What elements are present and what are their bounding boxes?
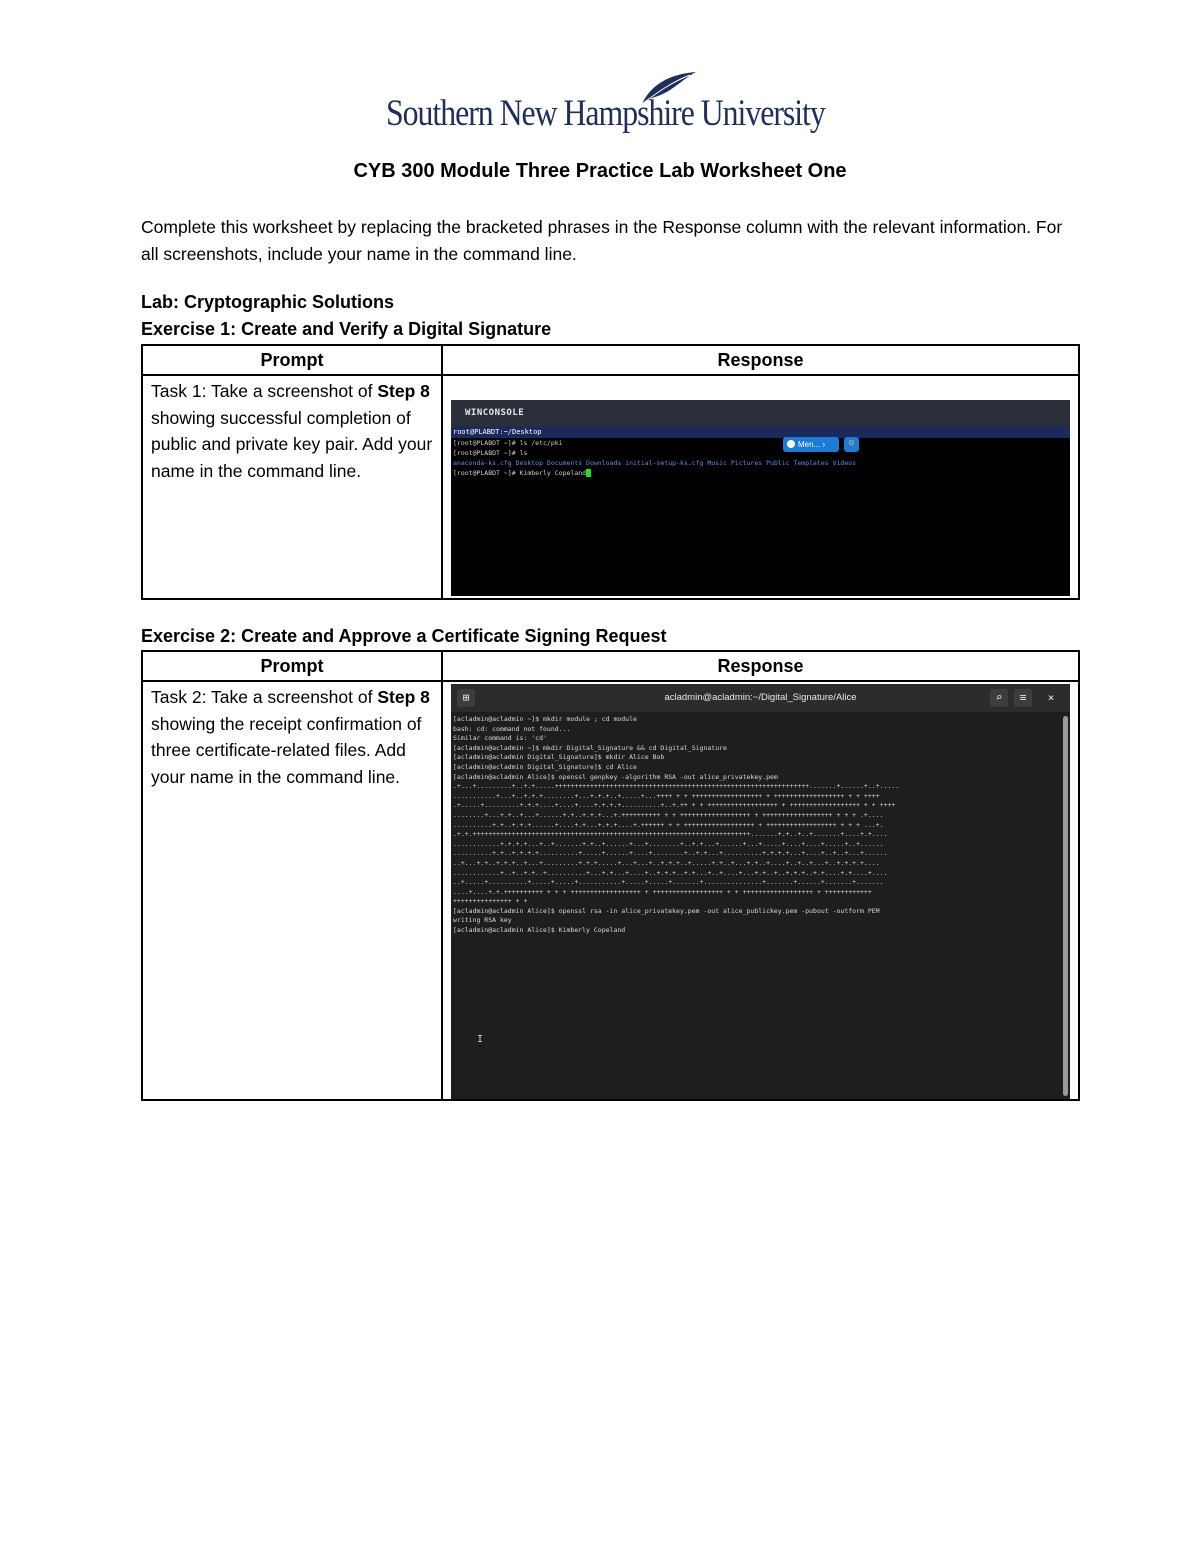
task-1-prompt: Task 1: Take a screenshot of Step 8 showing successful completion of public and private key pair. Add your name in the command line. (142, 375, 442, 599)
terminal-line: [acladmin@acladmin Digital_Signature]$ cd Alice (453, 762, 637, 771)
terminal-line: [acladmin@acladmin Alice]$ openssl rsa -in alice_privatekey.pem -out alice_publickey.pem -pubout -outform PEM (453, 906, 880, 915)
step-label: Step 8 (377, 381, 430, 401)
exercise-1-table (141, 344, 1080, 600)
terminal-line: [acladmin@acladmin ~]$ mkdir Digital_Signature && cd Digital_Signature (453, 743, 727, 752)
exercise-2-table (141, 650, 1080, 1101)
terminal-line: [root@PLABDT ~]# ls /etc/pki (453, 439, 563, 447)
terminal-line: ...........+...+..+.+.+........+...+.+.+..+.....+...++++ + + ++++++++++++++++++ + ++++++++++++++++++ + + ++++ (453, 791, 880, 800)
university-logo (386, 70, 825, 140)
terminal-line: ..........+.+..+.+.+......+....+.+...+.+.+....+.++++++ + + ++++++++++++++++++ + ++++++++++++++++++ + + + ...+. (453, 820, 884, 829)
menu-dot-icon (787, 440, 795, 448)
exercise-1-title: Exercise 1: Create and Verify a Digital Signature (141, 319, 552, 339)
terminal-line: ............+..+..+.+..+..........+...+.+...+....+..+.+.+..+.+...+..+....+...+.+..+..+.+.+..+.+....+.+....+.... (453, 868, 888, 877)
task-1-response (442, 375, 1079, 599)
hamburger-menu-icon[interactable]: ≡ (1014, 689, 1032, 707)
prompt-header: Prompt (142, 345, 442, 375)
terminal-line: bash: cd: command not found... (453, 724, 571, 733)
page-title: CYB 300 Module Three Practice Lab Worksheet One (353, 160, 847, 182)
response-header: Response (442, 651, 1079, 681)
lab-title: Lab: Cryptographic Solutions (141, 292, 395, 312)
new-tab-icon[interactable]: ⊞ (457, 689, 475, 707)
terminal-header (451, 684, 1070, 712)
scrollbar[interactable] (1063, 716, 1068, 1096)
terminal-line: [acladmin@acladmin Digital_Signature]$ mkdir Alice Bob (453, 753, 665, 762)
menu-button[interactable]: Men... › (783, 437, 839, 452)
smiley-icon[interactable]: ☺ (844, 437, 859, 452)
terminal-line: .+.+.+++++++++++++++++++++++++++++++++++++++++++++++++++++++++++++++++++++++.......+.+..+..+.......+....+.+.... (453, 830, 888, 839)
terminal-line: Similar command is: 'cd' (453, 734, 547, 743)
task-2-response (442, 681, 1079, 1100)
response-header: Response (442, 345, 1079, 375)
terminal-line: ....+....+.+.++++++++++ + + + ++++++++++++++++++ + ++++++++++++++++++ + + ++++++++++++++++++ + ++++++++++++ (453, 887, 872, 896)
logo-text: Southern New Hampshire University (386, 93, 825, 134)
exercise-2-title: Exercise 2: Create and Approve a Certificate Signing Request (141, 626, 667, 646)
terminal-tab: root@PLABDT:~/Desktop (451, 426, 1070, 438)
terminal-line: ..........+.+..+.+.+.+..........+.....+......+....+........+..+.+...+..........+.+.+.+...+....+..+..+...+...... (453, 849, 888, 858)
terminal-window-title: acladmin@acladmin:~/Digital_Signature/Alice (664, 692, 857, 703)
close-icon[interactable]: × (1047, 691, 1055, 704)
cursor (586, 469, 591, 477)
terminal-line: [root@PLABDT ~]# Kimberly Copeland (451, 468, 1070, 478)
terminal-line: ........+...+.+..+...+......+.+..+.+.+...+.++++++++++ + + ++++++++++++++++++ + ++++++++++++++++++ + + + .+.... (453, 810, 884, 819)
search-icon[interactable]: ⌕ (990, 689, 1008, 707)
terminal-line: anaconda-ks.cfg Desktop Documents Downloads initial-setup-ks.cfg Music Pictures Public Templates Videos (453, 459, 857, 467)
step-label: Step 8 (377, 687, 430, 707)
terminal-line: ..+...+.+..+.+.+..+...+.........+.+.+.....+...+...+..+.+.+..+.....+.+..+...+.+..+....+..+..+...+..+.+.+.+.... (453, 858, 880, 867)
terminal-line: .+.....+.........+.+.+....+....+....+.+.+.+..........+..+.++ + + ++++++++++++++++++ + ++++++++++++++++++ + + ++++ (453, 801, 896, 810)
intro-paragraph: Complete this worksheet by replacing the bracketed phrases in the Response column with the relevant information. For all screenshots, include your name in the command line. (141, 217, 1063, 264)
console-title-bar: WINCONSOLE (451, 400, 1070, 426)
terminal-screenshot-1 (451, 400, 1070, 596)
terminal-line: writing RSA key (453, 916, 512, 925)
terminal-line: [acladmin@acladmin ~]$ mkdir module ; cd module (453, 715, 637, 723)
terminal-line: [root@PLABDT ~]# ls (453, 449, 528, 457)
terminal-line: .+...+.........+..+.+.....+++++++++++++++++++++++++++++++++++++++++++++++++++++++++++++++++.......+......+..+..... (453, 782, 900, 791)
task-2-prompt: Task 2: Take a screenshot of Step 8 showing the receipt confirmation of three certificate-related files. Add your name in the command line. (142, 681, 442, 1100)
terminal-line: [acladmin@acladmin Alice]$ Kimberly Copeland (453, 926, 626, 935)
mouse-cursor-icon: I (477, 1034, 484, 1045)
terminal-screenshot-2 (451, 684, 1070, 1099)
terminal-output (451, 712, 1070, 936)
terminal-line: +++++++++++++++ + + (453, 897, 528, 906)
terminal-line: ..+.....+..........+.....+.....+...........+.....+.....+.......+...............+.......+......+.......+....... (453, 878, 884, 887)
prompt-header: Prompt (142, 651, 442, 681)
terminal-line: ............+.+.+.+...+..+.......+.+..+......+...+........+..+.+...+......+...+.....+....+....+.....+..+...... (453, 839, 884, 848)
terminal-line: [acladmin@acladmin Alice]$ openssl genpkey -algorithm RSA -out alice_privatekey.pem (453, 772, 778, 781)
